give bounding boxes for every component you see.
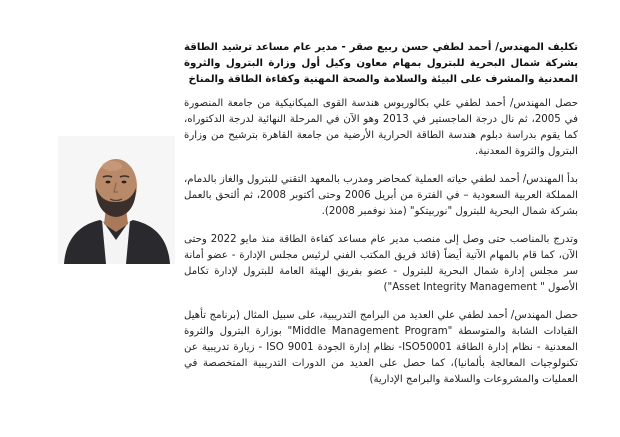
article-title: تكليف المهندس/ أحمد لطفي حسن ربيع صقر - مدير عام مساعد ترشيد الطاقة بشركة شمال البحرية للبترول بمهام معاون وكيل أول وزارة البترول والثروة المعدنية والمشرف على البيئة والسلامة والصحة المهنية وكفاءة الطاقة والمناخ — [184, 42, 578, 85]
head-highlight — [102, 161, 122, 171]
portrait-photo — [58, 136, 175, 264]
paragraph-career-start: بدأ المهندس/ أحمد لطفي حياته العملية كمحاضر ومدرب بالمعهد التقني للبترول والغاز بالدمام، المملكة العربية السعودية – في الفترة من أبريل 2006 وحتى أكتوبر 2008، ثم ألتحق بالعمل بشركة شمال البحرية للبترول "نوربيتكو" (منذ نوفمبر 2008). — [184, 174, 578, 217]
right-eye — [122, 181, 127, 184]
paragraph-positions: وتدرج بالمناصب حتى وصل إلى منصب مدير عام مساعد كفاءة الطاقة منذ مايو 2022 وحتى الآن، كما قام بالمهام الآتية أيضاً (قائد فريق المكتب الفني لرئيس مجلس الإدارة - عضو أمانة سر مجلس إدارة شمال البحرية للبترول - عضو بفريق الهيئة العامة للبترول لإدارة تكامل الأصول " Asset Integrity Management") — [184, 234, 578, 293]
paragraph-education: حصل المهندس/ أحمد لطفي علي بكالوريوس هندسة القوى الميكانيكية من جامعة المنصورة في 2005، ثم نال درجة الماجستير في 2013 وهو الآن في المرحلة النهائية لدرجة الدكتوراه، كما يقوم بدراسة دبلوم هندسة الطاقة الحرارية الأرضية من جامعة القاهرة بترشيح من وزارة البترول والثروة المعدنية. — [184, 98, 578, 157]
paragraph-training: حصل المهندس/ أحمد لطفي علي العديد من البرامج التدريبية، على سبيل المثال (برنامج تأهيل القيادات الشابة والمتوسطة "Middle Management Program" بوزارة البترول والثروة المعدنية - نظام إدارة الطاقة ISO50001- نظام إدارة الجودة ISO 9001 - زيارة تدريبية عن تكنولوجيات المعالجة بألمانيا)، كما حصل على العديد من الدورات التدريبية المتخصصة في العمليات والمشروعات والسلامة والبرامج الإدارية) — [184, 310, 579, 385]
left-eye — [106, 181, 111, 184]
article-text — [184, 40, 578, 400]
portrait-illustration — [58, 136, 175, 264]
